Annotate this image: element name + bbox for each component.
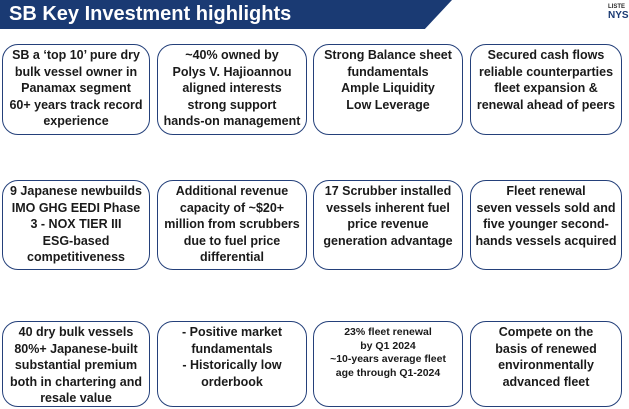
- highlight-card: [313, 321, 463, 407]
- highlight-card: [470, 180, 622, 270]
- highlight-card: [2, 44, 150, 135]
- highlight-text: SB a ‘top 10’ pure dry bulk vessel owner in Panamax segment 60+ years track record experience: [9, 48, 143, 128]
- highlight-text: 23% fleet renewal by Q1 2024 ~10-years average fleet age through Q1-2024: [330, 326, 446, 379]
- highlight-card: [157, 321, 307, 407]
- highlight-text: Strong Balance sheet fundamentals Ample Liquidity Low Leverage: [324, 48, 452, 112]
- highlight-text: - Positive market fundamentals - Historically low orderbook: [181, 325, 283, 389]
- highlight-text: ~40% owned by Polys V. Hajioannou aligned interests strong support hands-on management: [163, 48, 301, 128]
- highlight-text: Secured cash flows reliable counterparties fleet expansion & renewal ahead of peers: [476, 48, 616, 112]
- highlight-card: [470, 44, 622, 135]
- highlight-text: 40 dry bulk vessels 80%+ Japanese-built substantial premium both in chartering and resale value: [10, 325, 142, 405]
- highlight-card: [157, 180, 307, 270]
- page-title: SB Key Investment highlights: [9, 3, 292, 25]
- highlight-card: [313, 44, 463, 135]
- logo-text-bottom: NYS: [608, 10, 629, 21]
- highlight-text: 9 Japanese newbuilds IMO GHG EEDI Phase 3 - NOX TIER III ESG-based competitiveness: [10, 184, 142, 264]
- highlight-card: [470, 321, 622, 407]
- highlight-text: Additional revenue capacity of ~$20+ million from scrubbers due to fuel price differential: [164, 184, 300, 264]
- highlight-text: 17 Scrubber installed vessels inherent fuel price revenue generation advantage: [323, 184, 453, 248]
- highlight-card: [313, 180, 463, 270]
- highlight-card: [2, 180, 150, 270]
- highlight-card: [2, 321, 150, 407]
- highlight-text: Compete on the basis of renewed environmentally advanced fleet: [495, 325, 597, 389]
- logo-text-top: LISTE: [608, 4, 626, 10]
- nyse-logo: [608, 4, 629, 30]
- highlight-card: [157, 44, 307, 135]
- highlight-text: Fleet renewal seven vessels sold and five younger second- hands vessels acquired: [475, 184, 617, 248]
